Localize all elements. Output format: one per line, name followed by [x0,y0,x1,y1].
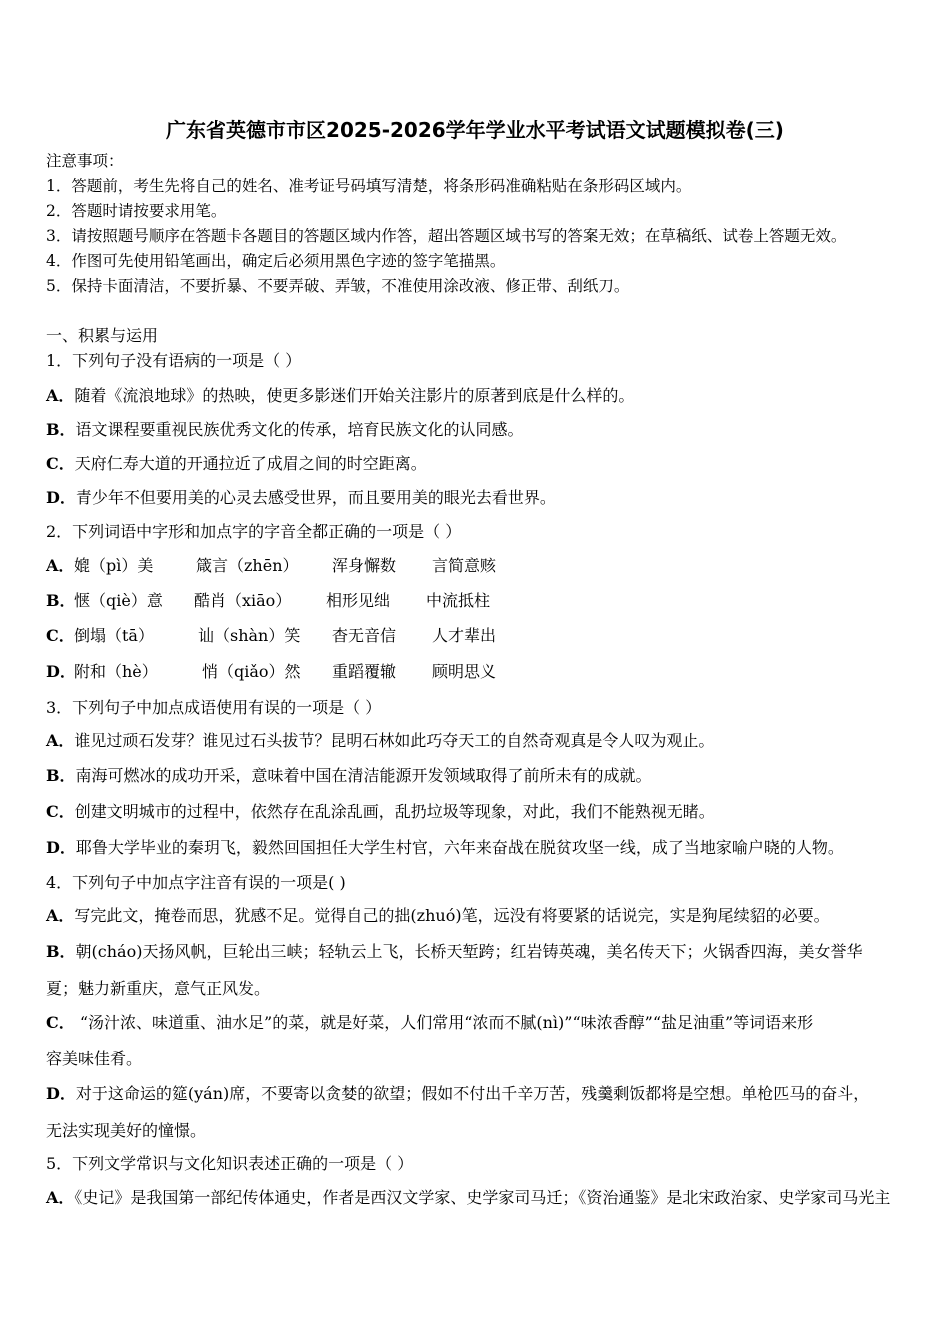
option-d-continued: 无法实现美好的憧憬。 [46,1121,207,1140]
question-stem: 1．下列句子没有语病的一项是（ ） [46,351,302,370]
option-b: B．朝(cháo)天扬风帆，巨轮出三峡；轻轨云上飞，长桥天堑跨；红岩铸英魂，美名传天下；火锅香四海，美女誉华 [46,942,863,961]
option-d: D．耶鲁大学毕业的秦玥飞，毅然回国担任大学生村官，六年来奋战在脱贫攻坚一线，成了当地家喻户晓的人物。 [46,838,844,857]
option-d: D． 附和（hè） 悄（qiǎo）然 重蹈覆辙 顾明思义 [46,662,497,681]
notice-heading: 注意事项： [46,152,124,170]
option-a: A．《史记》是我国第一部纪传体通史，作者是西汉文学家、史学家司马迁；《资治通鉴》是北宋政治家、史学家司马光主 [46,1188,891,1207]
question-stem: 3．下列句子中加点成语使用有误的一项是（ ） [46,698,382,717]
option-d: D．对于这命运的筵(yán)席，不要寄以贪婪的欲望；假如不付出千辛万苦，残羹剩饭都将是空想。单枪匹马的奋斗， [46,1084,870,1103]
notice-item: 5．保持卡面清洁，不要折暴、不要弄破、弄皱，不准使用涂改液、修正带、刮纸刀。 [46,277,630,295]
option-c: C．创建文明城市的过程中，依然存在乱涂乱画，乱扔垃圾等现象，对此，我们不能熟视无睹。 [46,802,715,821]
section-heading: 一、积累与运用 [46,326,159,345]
notice-item: 2．答题时请按要求用笔。 [46,202,227,220]
page-title: 广东省英德市市区2025-2026学年学业水平考试语文试题模拟卷(三) [166,118,784,142]
question-stem: 4．下列句子中加点字注音有误的一项是( ) [46,873,346,892]
option-b: B．南海可燃冰的成功开采，意味着中国在清洁能源开发领域取得了前所未有的成就。 [46,766,652,785]
option-a: A．随着《流浪地球》的热映，使更多影迷们开始关注影片的原著到底是什么样的。 [46,386,635,405]
option-b: B． 惬（qiè）意 酷肖（xiāo） 相形见绌 中流抵柱 [46,591,491,610]
option-c: C．天府仁寿大道的开通拉近了成眉之间的时空距离。 [46,454,427,473]
option-b: B．语文课程要重视民族优秀文化的传承，培育民族文化的认同感。 [46,420,524,439]
option-a: A．谁见过顽石发芽？谁见过石头拔节？昆明石林如此巧夺天工的自然奇观真是令人叹为观止。 [46,731,715,750]
question-stem: 5．下列文学常识与文化知识表述正确的一项是（ ） [46,1154,414,1173]
option-d: D．青少年不但要用美的心灵去感受世界，而且要用美的眼光去看世界。 [46,488,556,507]
notice-item: 1．答题前，考生先将自己的姓名、准考证号码填写清楚，将条形码准确粘贴在条形码区域内。 [46,177,692,195]
option-a: A． 媲（pì）美 箴言（zhēn） 浑身懈数 言简意赅 [46,556,497,575]
option-a: A．写完此文，掩卷而思，犹感不足。觉得自己的拙(zhuó)笔，远没有将要紧的话说完，实是狗尾续貂的必要。 [46,906,830,925]
question-stem: 2．下列词语中字形和加点字的字音全都正确的一项是（ ） [46,522,462,541]
notice-item: 3．请按照题号顺序在答题卡各题目的答题区域内作答，超出答题区域书写的答案无效；在草稿纸、试卷上答题无效。 [46,227,847,245]
option-c-continued: 容美味佳肴。 [46,1049,143,1068]
option-b-continued: 夏；魅力新重庆，意气正风发。 [46,979,271,998]
option-c: C． 倒塌（tā） 讪（shàn）笑 杳无音信 人才辈出 [46,626,497,645]
option-c: C． “汤汁浓、味道重、油水足”的菜，就是好菜，人们常用“浓而不腻(nì)”“味浓香醇”“盐足油重”等词语来形 [46,1013,814,1032]
notice-item: 4．作图可先使用铅笔画出，确定后必须用黑色字迹的签字笔描黑。 [46,252,506,270]
